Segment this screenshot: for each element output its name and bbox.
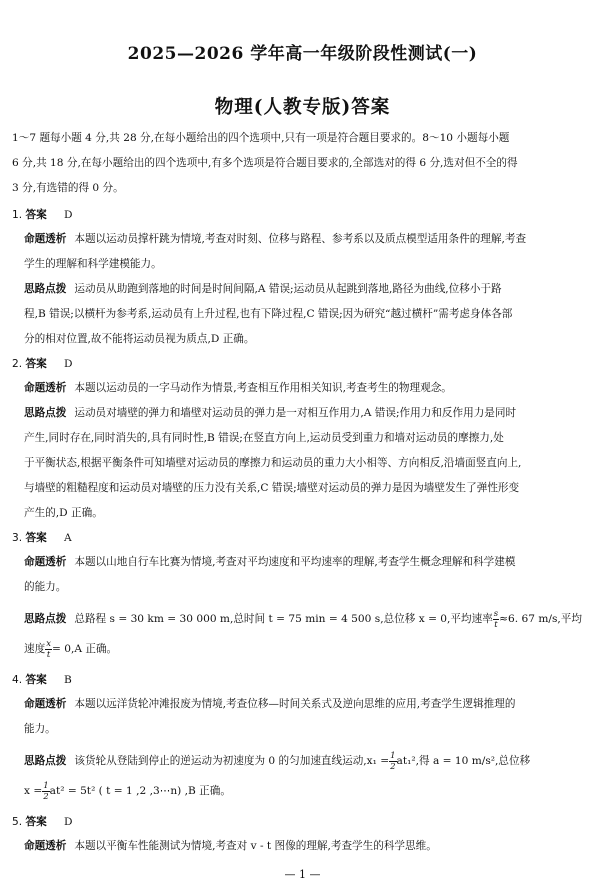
fraction-numerator: x	[46, 638, 51, 649]
hint-label: 思路点拨	[24, 283, 67, 295]
scoring-instructions	[12, 126, 594, 201]
hint-text: 分的相对位置,故不能将运动员视为质点,D 正确。	[24, 333, 255, 345]
page-title: 2025—2026 学年高一年级阶段性测试(一)	[127, 44, 478, 64]
hint-text: 程,B 错误;以横杆为参考系,运动员有上升过程,也有下降过程,C 错误;因为研究“越过横杆”需考虑身体各部	[24, 308, 513, 320]
hint-text: 总路程 s = 30 km = 30 000 m,总时间 t = 75 min = 4 500 s,总位移 x = 0,平均速率	[74, 613, 493, 625]
intro-line: 6 分,共 18 分,在每小题给出的四个选项中,有多个选项是符合题目要求的,全部选对的得 6 分,选对但不全的得	[12, 157, 518, 169]
question-number: 2.	[12, 358, 23, 370]
question-header	[12, 203, 594, 227]
answer-value: D	[64, 816, 73, 828]
hint-label: 思路点拨	[24, 613, 67, 625]
analysis-text: 本题以运动员撑杆跳为情境,考查对时刻、位移与路程、参考系以及质点模型适用条件的理解,考查	[74, 233, 527, 245]
analysis-text: 本题以远洋货轮冲滩报废为情境,考查位移—时间关系式及逆向思维的应用,考查学生逻辑推理的	[74, 698, 516, 710]
analysis-text: 本题以运动员的一字马动作为情景,考查相互作用相关知识,考查考生的物理观念。	[74, 382, 452, 394]
analysis-block	[12, 376, 594, 401]
analysis-block	[12, 692, 594, 742]
hint-block	[12, 604, 594, 664]
answer-value: A	[64, 532, 72, 544]
analysis-label: 命题透析	[24, 698, 67, 710]
answer-list	[12, 203, 594, 859]
answer-value: B	[64, 674, 72, 686]
analysis-label: 命题透析	[24, 840, 67, 852]
question-2	[12, 352, 594, 526]
fraction-one-half	[389, 751, 396, 772]
question-5	[12, 810, 594, 859]
hint-text: at₁²,得 a = 10 m/s²,总位移	[396, 755, 531, 767]
analysis-text: 能力。	[24, 723, 56, 735]
fraction-denominator: 2	[390, 761, 396, 772]
page-number: — 1 —	[284, 868, 321, 881]
hint-label: 思路点拨	[24, 407, 67, 419]
hint-text: = 0,A 正确。	[51, 643, 118, 655]
hint-label: 思路点拨	[24, 755, 67, 767]
question-header	[12, 526, 594, 550]
hint-text: 产生的,D 正确。	[24, 507, 103, 519]
hint-text: at² = 5t² ( t = 1 ,2 ,3⋯n) ,B 正确。	[49, 785, 231, 797]
hint-text: 速度	[24, 643, 46, 655]
hint-text: 与墙壁的粗糙程度和运动员对墙壁的压力没有关系,C 错误;墙壁对运动员的弹力是因为墙壁发生了弹性形变	[24, 482, 520, 494]
answer-label: 答案	[25, 209, 47, 221]
fraction-denominator: 2	[43, 791, 49, 802]
analysis-label: 命题透析	[24, 556, 67, 568]
analysis-label: 命题透析	[24, 382, 67, 394]
question-number: 1.	[12, 209, 23, 221]
intro-line: 1～7 题每小题 4 分,共 28 分,在每小题给出的四个选项中,只有一项是符合题目要求的。8～10 小题每小题	[12, 132, 510, 144]
hint-block	[12, 401, 594, 526]
question-number: 5.	[12, 816, 23, 828]
fraction-x-over-t	[45, 639, 52, 660]
hint-text: 产生,同时存在,同时消失的,具有同时性,B 错误;在竖直方向上,运动员受到重力和墙对运动员的摩擦力,处	[24, 432, 504, 444]
hint-text: x =	[24, 785, 43, 797]
fraction-one-half	[42, 781, 49, 802]
answer-label: 答案	[25, 532, 47, 544]
fraction-numerator: 1	[43, 780, 49, 791]
answer-label: 答案	[25, 358, 47, 370]
analysis-text: 学生的理解和科学建模能力。	[24, 258, 162, 270]
hint-text: 该货轮从登陆到停止的逆运动为初速度为 0 的匀加速直线运动,x₁ =	[74, 755, 390, 767]
answer-value: D	[64, 358, 73, 370]
fraction-numerator: 1	[390, 750, 396, 761]
hint-block	[12, 277, 594, 352]
fraction-numerator: s	[493, 608, 499, 619]
question-header	[12, 352, 594, 376]
question-header	[12, 668, 594, 692]
intro-line: 3 分,有选错的得 0 分。	[12, 182, 124, 194]
hint-text: 于平衡状态,根据平衡条件可知墙壁对运动员的摩擦力和运动员的重力大小相等、方向相反,沿墙面竖直向上,	[24, 457, 522, 469]
question-number: 4.	[12, 674, 23, 686]
question-1	[12, 203, 594, 352]
analysis-text: 的能力。	[24, 581, 67, 593]
analysis-block	[12, 550, 594, 600]
hint-block	[12, 746, 594, 806]
analysis-block	[12, 227, 594, 277]
hint-text: 运动员从助跑到落地的时间是时间间隔,A 错误;运动员从起跳到落地,路径为曲线,位移小于路	[74, 283, 502, 295]
answer-label: 答案	[25, 674, 47, 686]
fraction-denominator: t	[46, 649, 51, 660]
analysis-text: 本题以平衡车性能测试为情境,考查对 v - t 图像的理解,考查学生的科学思维。	[74, 840, 437, 852]
answer-label: 答案	[25, 816, 47, 828]
question-number: 3.	[12, 532, 23, 544]
analysis-text: 本题以山地自行车比赛为情境,考查对平均速度和平均速率的理解,考查学生概念理解和科学建模	[74, 556, 516, 568]
question-4	[12, 668, 594, 806]
hint-text: 运动员对墙壁的弹力和墙壁对运动员的弹力是一对相互作用力,A 错误;作用力和反作用力是同时	[74, 407, 517, 419]
analysis-label: 命题透析	[24, 233, 67, 245]
analysis-block	[12, 834, 594, 859]
fraction-denominator: t	[494, 619, 498, 630]
question-3	[12, 526, 594, 664]
hint-text: ≈6. 67 m/s,平均	[499, 613, 582, 625]
question-header	[12, 810, 594, 834]
page-subtitle: 物理(人教专版)答案	[214, 97, 391, 118]
answer-value: D	[64, 209, 73, 221]
